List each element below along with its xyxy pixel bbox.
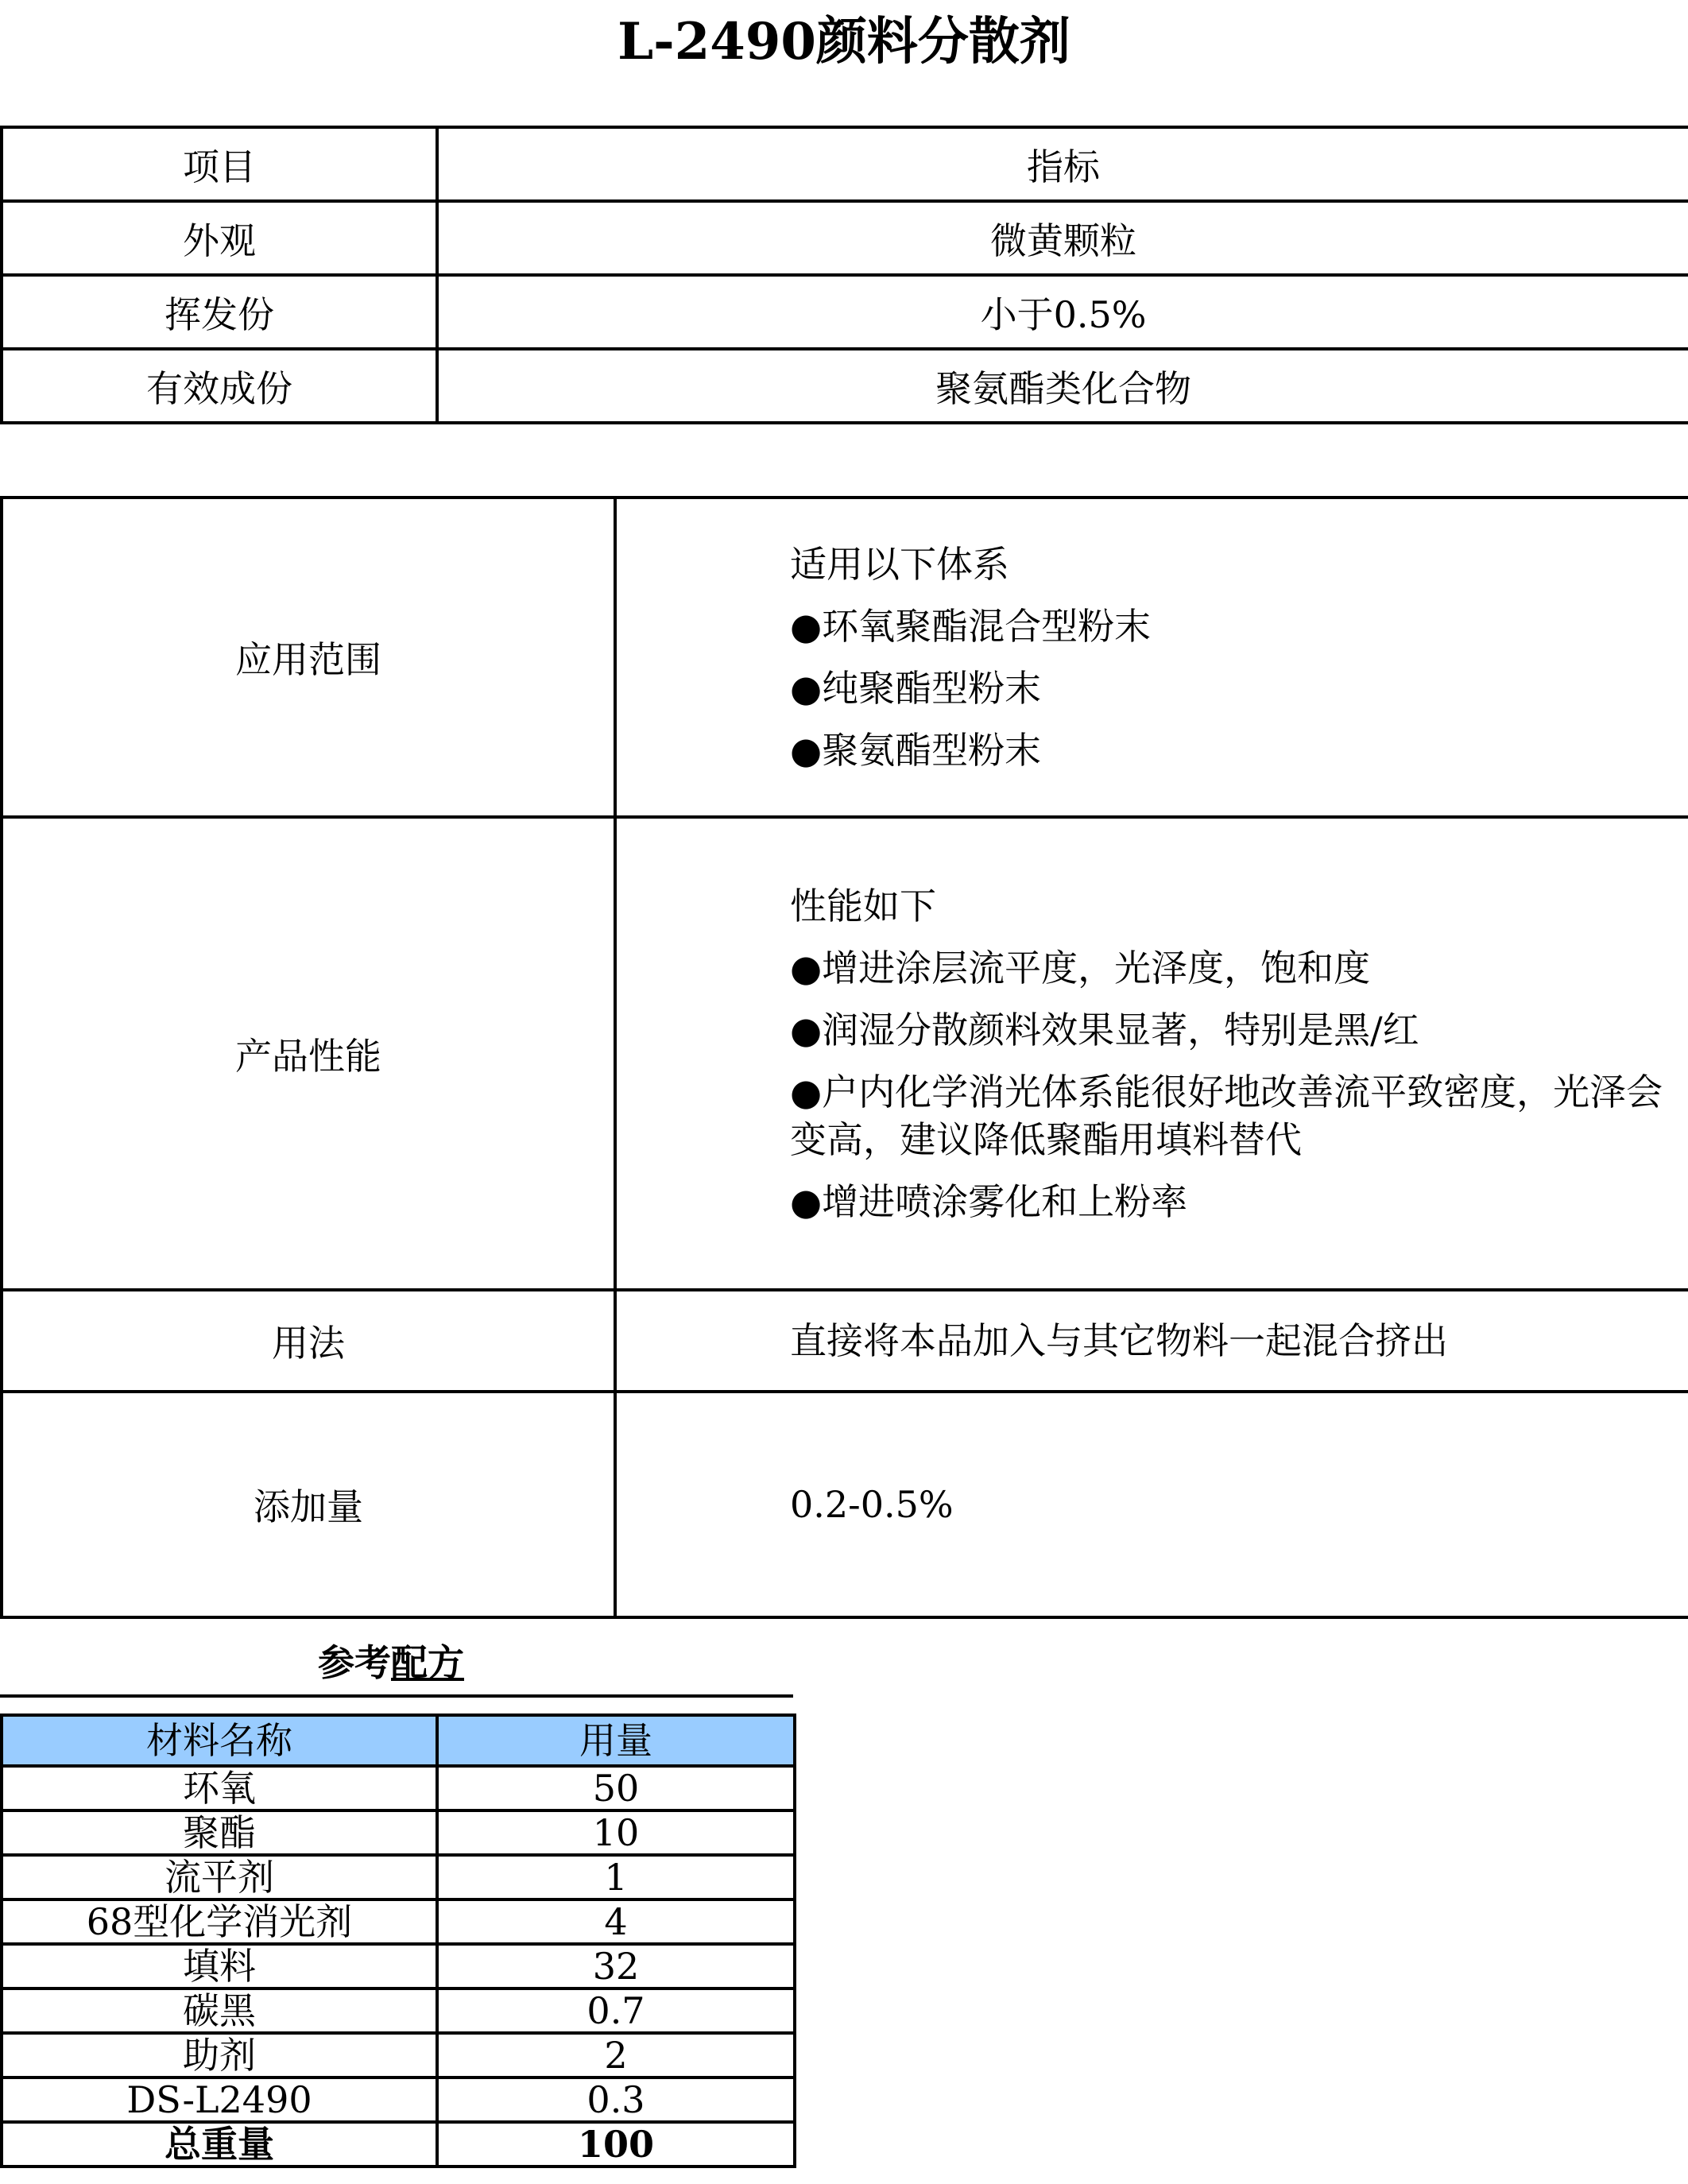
detail-line: ●环氧聚酯混合型粉末	[790, 605, 1152, 648]
formula-total-row	[2, 2122, 795, 2167]
page-title: L-2490颜料分散剂	[618, 12, 1070, 72]
formula-header-row	[2, 1715, 795, 1766]
amount-cell: 2	[437, 2033, 795, 2078]
detail-value	[615, 1392, 1688, 1617]
detail-label: 产品性能	[2, 817, 615, 1290]
spec-item: 外观	[2, 201, 437, 275]
detail-table	[0, 496, 1688, 1619]
detail-line: 直接将本品加入与其它物料一起混合挤出	[790, 1319, 1448, 1362]
detail-row-application	[2, 498, 1688, 817]
divider	[0, 1694, 793, 1698]
detail-label: 应用范围	[2, 498, 615, 817]
detail-value	[615, 1290, 1688, 1392]
material-cell: 聚酯	[2, 1810, 437, 1855]
formula-table	[0, 1714, 796, 2168]
amount-cell: 50	[437, 1766, 795, 1810]
amount-cell: 0.7	[437, 1988, 795, 2033]
spec-header-row	[2, 127, 1688, 201]
detail-row-performance	[2, 817, 1688, 1290]
detail-line: ●聚氨酯型粉末	[790, 729, 1042, 772]
formula-row	[2, 1988, 795, 2033]
material-cell: 填料	[2, 1944, 437, 1988]
spec-value: 聚氨酯类化合物	[437, 349, 1688, 423]
spec-row	[2, 201, 1688, 275]
detail-row-usage	[2, 1290, 1688, 1392]
material-cell: 碳黑	[2, 1988, 437, 2033]
detail-line: ●润湿分散颜料效果显著，特别是黑/红	[790, 1008, 1419, 1051]
formula-row	[2, 1855, 795, 1899]
formula-row	[2, 1766, 795, 1810]
formula-row	[2, 2033, 795, 2078]
reference-title-part: 参考	[318, 1641, 391, 1684]
detail-line: 适用以下体系	[790, 543, 1009, 586]
formula-row	[2, 1810, 795, 1855]
material-cell: DS-L2490	[2, 2078, 437, 2122]
spec-item: 挥发份	[2, 275, 437, 349]
material-cell: 环氧	[2, 1766, 437, 1810]
formula-header-material: 材料名称	[2, 1715, 437, 1766]
material-cell: 68型化学消光剂	[2, 1899, 437, 1944]
detail-label: 用法	[2, 1290, 615, 1392]
reference-title-underlined: 配方	[391, 1641, 464, 1684]
detail-value	[615, 817, 1688, 1290]
formula-row	[2, 2078, 795, 2122]
spec-header-value: 指标	[437, 127, 1688, 201]
amount-cell: 10	[437, 1810, 795, 1855]
amount-cell: 4	[437, 1899, 795, 1944]
total-value: 100	[437, 2122, 795, 2167]
material-cell: 流平剂	[2, 1855, 437, 1899]
spec-item: 有效成份	[2, 349, 437, 423]
amount-cell: 0.3	[437, 2078, 795, 2122]
amount-cell: 1	[437, 1855, 795, 1899]
detail-line: 0.2-0.5%	[790, 1483, 954, 1526]
detail-value	[615, 498, 1688, 817]
detail-line: ●户内化学消光体系能很好地改善流平致密度，光泽会变高，建议降低聚酯用填料替代	[790, 1070, 1663, 1161]
material-cell: 助剂	[2, 2033, 437, 2078]
reference-title	[318, 1639, 464, 1686]
detail-label: 添加量	[2, 1392, 615, 1617]
formula-row	[2, 1899, 795, 1944]
formula-row	[2, 1944, 795, 1988]
spec-value: 小于0.5%	[437, 275, 1688, 349]
spec-value: 微黄颗粒	[437, 201, 1688, 275]
detail-row-dosage	[2, 1392, 1688, 1617]
spec-table	[0, 126, 1688, 424]
spec-row	[2, 349, 1688, 423]
detail-line: ●纯聚酯型粉末	[790, 667, 1042, 710]
total-label: 总重量	[2, 2122, 437, 2167]
detail-line: 性能如下	[790, 884, 936, 927]
formula-header-amount: 用量	[437, 1715, 795, 1766]
detail-line: ●增进喷涂雾化和上粉率	[790, 1179, 1188, 1223]
detail-line: ●增进涂层流平度，光泽度，饱和度	[790, 946, 1371, 989]
spec-row	[2, 275, 1688, 349]
spec-header-item: 项目	[2, 127, 437, 201]
amount-cell: 32	[437, 1944, 795, 1988]
